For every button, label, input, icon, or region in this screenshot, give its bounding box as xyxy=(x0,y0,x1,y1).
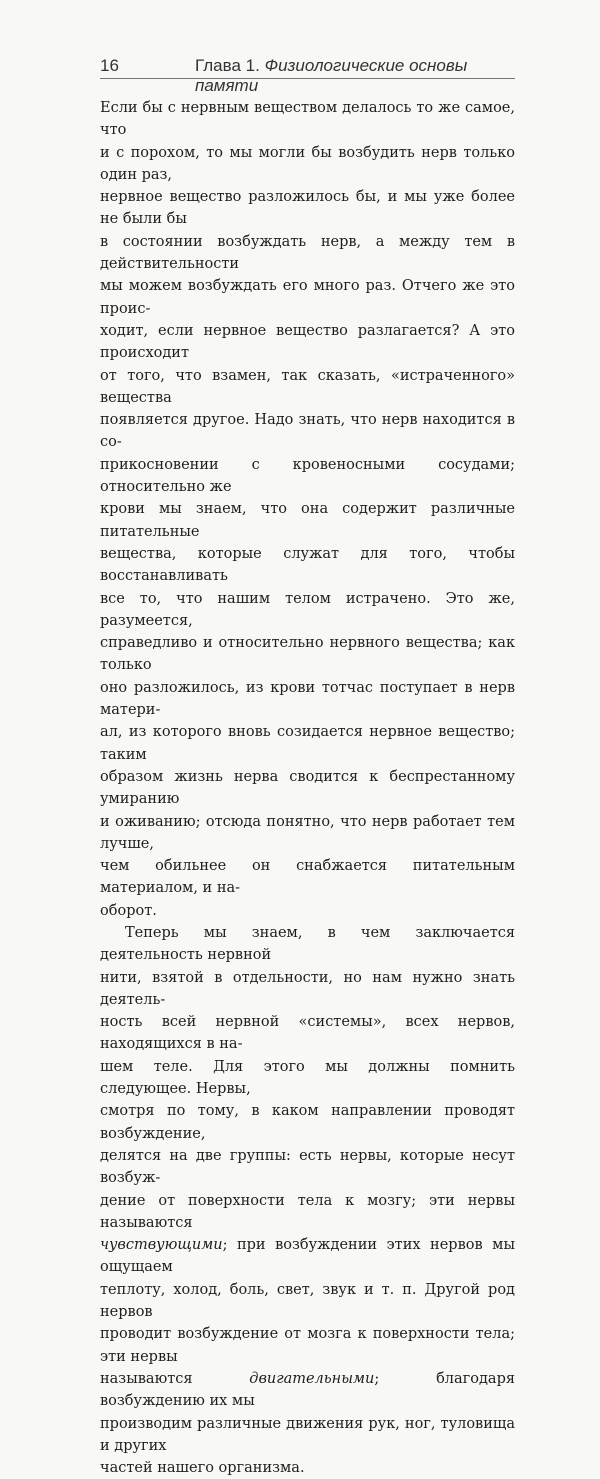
text-line: ходит, если нервное вещество разлагается? А это происходит xyxy=(100,322,515,362)
chapter-title: Физиологические основы памяти xyxy=(195,56,468,95)
running-header xyxy=(100,52,515,95)
text-line: оно разложилось, из крови тотчас поступает в нерв матери- xyxy=(100,679,515,719)
text-line: Если бы с нервным веществом делалось то же самое, что xyxy=(100,100,515,139)
text-line: чем обильнее он снабжается питательным материалом, и на- xyxy=(100,858,515,897)
text-line: ал, из которого вновь созидается нервное вещество; таким xyxy=(100,724,515,763)
text-line: прикосновении с кровеносными сосудами; относительно же xyxy=(100,456,515,496)
text-line: дение от поверхности тела к мозгу; эти нервы называются xyxy=(100,1192,515,1231)
text-line: крови мы знаем, что она содержит различные питательные xyxy=(100,501,515,540)
text-line: образом жизнь нерва сводится к беспрестанному умиранию xyxy=(100,768,515,808)
text-line: нити, взятой в отдельности, но нам нужно знать деятель- xyxy=(100,969,515,1008)
text-line: и с порохом, то мы могли бы возбудить нерв только один раз, xyxy=(100,144,515,183)
text-line: шем теле. Для этого мы должны помнить следующее. Нервы, xyxy=(100,1058,515,1098)
text-line: все то, что нашим телом истрачено. Это же, разумеется, xyxy=(100,590,515,629)
text-line: частей нашего организма. xyxy=(100,1460,305,1477)
chapter-heading xyxy=(195,56,515,96)
text-line: нервное вещество разложилось бы, и мы уже более не были бы xyxy=(100,189,515,228)
text-line: вещества, которые служат для того, чтобы восстанавливать xyxy=(100,545,515,585)
text-line: от того, что взамен, так сказать, «истраченного» вещества xyxy=(100,367,515,406)
text-line: справедливо и относительно нервного вещества; как только xyxy=(100,635,515,674)
text-line: в состоянии возбуждать нерв, а между тем в действительности xyxy=(100,233,515,273)
page-number: 16 xyxy=(100,56,119,75)
paragraph xyxy=(100,922,515,1479)
text-line: появляется другое. Надо знать, что нерв находится в со- xyxy=(100,412,515,451)
text-line: производим различные движения рук, ног, туловища и других xyxy=(100,1415,515,1454)
text-line: делятся на две группы: есть нервы, которые несут возбуж- xyxy=(100,1147,515,1187)
text-line: ность всей нервной «системы», всех нервов, находящихся в на- xyxy=(100,1014,515,1053)
text-line: и оживанию; отсюда понятно, что нерв работает тем лучше, xyxy=(100,813,515,852)
text-line: оборот. xyxy=(100,902,157,919)
text-line: мы можем возбуждать его много раз. Отчего же это проис- xyxy=(100,278,515,317)
paragraph xyxy=(100,97,515,922)
text-line: называются двигательными; благодаря возбуждению их мы xyxy=(100,1370,515,1410)
text-line: проводит возбуждение от мозга к поверхности тела; эти нервы xyxy=(100,1326,515,1365)
text-line: Теперь мы знаем, в чем заключается деятельность нервной xyxy=(100,924,515,964)
chapter-label: Глава 1. xyxy=(195,56,260,75)
text-line: чувствующими; при возбуждении этих нервов мы ощущаем xyxy=(100,1237,515,1276)
italic-term: двигательными xyxy=(249,1370,375,1387)
body-text xyxy=(100,97,515,1479)
text-line: теплоту, холод, боль, свет, звук и т. п. Другой род нервов xyxy=(100,1281,515,1321)
italic-term: чувствующими xyxy=(100,1237,223,1254)
text-line: смотря по тому, в каком направлении проводят возбуждение, xyxy=(100,1103,515,1142)
